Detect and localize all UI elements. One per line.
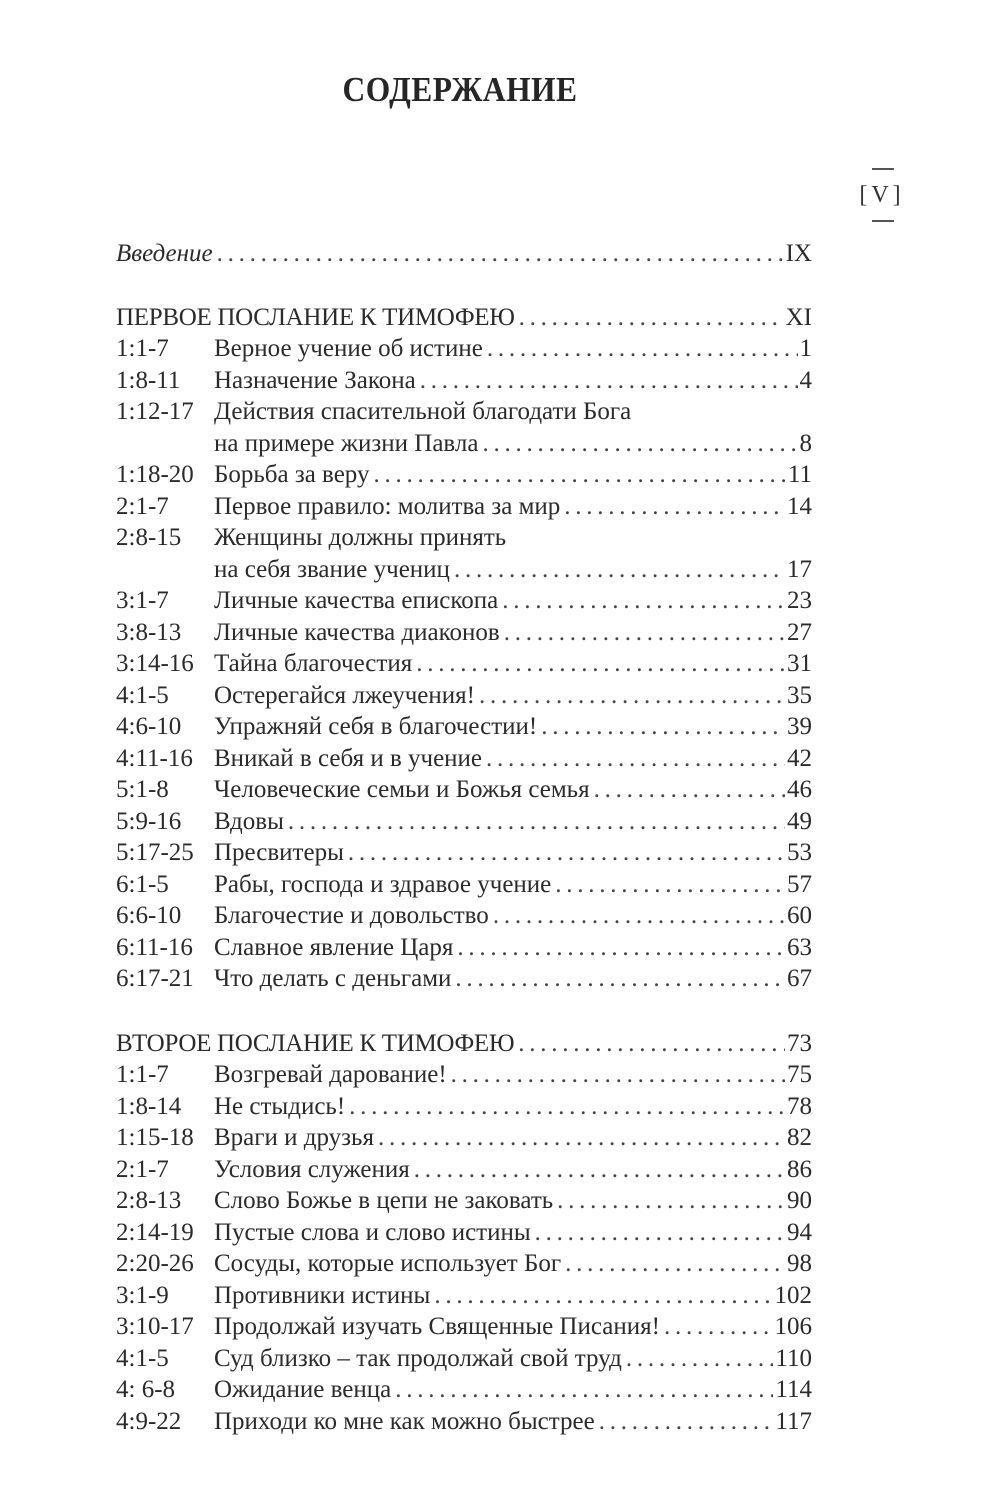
page-number: 39 <box>787 713 812 740</box>
dot-leader <box>502 585 785 617</box>
page-number: 35 <box>787 681 812 709</box>
scripture-ref: 2:14-19 <box>116 1218 194 1246</box>
scripture-ref: 2:1-7 <box>116 1155 169 1183</box>
toc-entry[interactable] <box>116 1311 812 1343</box>
dot-leader <box>373 459 785 491</box>
page-number: 102 <box>774 1281 812 1309</box>
toc-entry[interactable] <box>116 459 812 491</box>
marker-top-bar <box>872 168 894 170</box>
scripture-ref: 1:8-11 <box>116 366 181 394</box>
toc-entry[interactable] <box>116 932 812 964</box>
scripture-ref: 3:1-9 <box>116 1281 169 1309</box>
toc-entry[interactable] <box>116 585 812 617</box>
page-number: 42 <box>787 744 812 772</box>
page-number: 60 <box>787 902 812 929</box>
scripture-ref: 5:1-8 <box>116 776 169 803</box>
entry-title: Действия спасительной благодати Бога <box>214 398 632 425</box>
section-title: ПЕРВОЕ ПОСЛАНИЕ К ТИМОФЕЮ <box>116 303 515 331</box>
dot-leader <box>378 1122 785 1154</box>
toc-entry[interactable] <box>116 648 812 680</box>
entry-title-line2: на примере жизни Павла <box>214 429 479 457</box>
dot-leader <box>564 491 785 523</box>
dot-leader <box>217 238 784 270</box>
toc-entry[interactable] <box>116 1059 812 1091</box>
dot-leader <box>626 1343 774 1375</box>
page-number: 46 <box>787 776 812 803</box>
entry-title: Остерегайся лжеучения! <box>214 681 475 709</box>
dot-leader <box>349 1091 785 1123</box>
entry-title: Введение <box>116 240 213 267</box>
entry-title: Слово Божье в цепи не заковать <box>214 1187 554 1214</box>
scripture-ref: 1:18-20 <box>116 461 194 488</box>
toc-entry-continuation[interactable] <box>116 554 812 586</box>
entry-title: Личные качества диаконов <box>214 618 500 646</box>
entry-title: Назначение Закона <box>214 366 416 394</box>
dot-leader <box>414 1154 785 1186</box>
scripture-ref: 4:9-22 <box>116 1407 182 1435</box>
scripture-ref: 1:1-7 <box>116 1061 169 1088</box>
page-number-marker <box>852 168 912 224</box>
entry-title: Возгревай дарование! <box>214 1061 447 1088</box>
dot-leader <box>434 1280 772 1312</box>
dot-leader <box>420 365 798 397</box>
toc-entry-continuation[interactable] <box>116 428 812 460</box>
dot-leader <box>395 1374 773 1406</box>
page-number: 78 <box>787 1092 812 1120</box>
dot-leader <box>594 774 785 806</box>
toc-entry[interactable] <box>116 774 812 806</box>
page-number: 86 <box>787 1155 812 1183</box>
marker-bottom-bar <box>872 220 894 222</box>
entry-title: Не стыдись! <box>214 1092 346 1120</box>
entry-title: Личные качества епископа <box>214 587 499 614</box>
page-number: 23 <box>787 587 812 614</box>
entry-title: Первое правило: молитва за мир <box>214 492 561 520</box>
section-heading-second-timothy[interactable] <box>116 1028 812 1060</box>
toc-entry[interactable] <box>116 869 812 901</box>
toc-entry[interactable] <box>116 522 812 554</box>
page-number: 117 <box>775 1407 812 1435</box>
page-number: 73 <box>787 1029 812 1057</box>
scripture-ref: 3:14-16 <box>116 650 194 677</box>
entry-title: Противники истины <box>214 1281 431 1309</box>
toc-entry[interactable] <box>116 1122 812 1154</box>
section-spacer <box>116 995 812 1028</box>
scripture-ref: 1:8-14 <box>116 1092 182 1120</box>
entry-title-line2: на себя звание учениц <box>214 555 450 583</box>
entry-title: Верное учение об истине <box>214 335 483 362</box>
toc-entry[interactable] <box>116 1154 812 1186</box>
scripture-ref: 5:17-25 <box>116 839 194 866</box>
scripture-ref: 3:1-7 <box>116 587 169 614</box>
dot-leader <box>482 428 797 460</box>
scripture-ref: 6:6-10 <box>116 902 182 929</box>
toc-entry[interactable] <box>116 1280 812 1312</box>
toc-entry[interactable] <box>116 1343 812 1375</box>
scripture-ref: 2:1-7 <box>116 492 169 520</box>
page-number: [V] <box>859 182 905 208</box>
toc-entry[interactable] <box>116 1185 812 1217</box>
scripture-ref: 3:8-13 <box>116 618 182 646</box>
toc-entry[interactable] <box>116 491 812 523</box>
entry-title: Славное явление Царя <box>214 933 454 961</box>
scripture-ref: 4: 6-8 <box>116 1376 176 1403</box>
dot-leader <box>493 900 785 932</box>
dot-leader <box>288 806 785 838</box>
dot-leader <box>416 648 785 680</box>
scripture-ref: 6:17-21 <box>116 965 194 992</box>
scripture-ref: 6:11-16 <box>116 933 193 961</box>
toc-entry[interactable] <box>116 1374 812 1406</box>
entry-title: Человеческие семьи и Божья семья <box>214 776 590 803</box>
toc-entry[interactable] <box>116 333 812 365</box>
page-number: XI <box>785 303 812 331</box>
dot-leader <box>664 1311 773 1343</box>
table-of-contents <box>116 238 812 1437</box>
dot-leader <box>599 1406 774 1438</box>
scripture-ref: 2:8-15 <box>116 524 182 551</box>
page-number: 49 <box>787 807 812 835</box>
toc-entry[interactable] <box>116 365 812 397</box>
page-number: 67 <box>787 965 812 992</box>
entry-title: Враги и друзья <box>214 1124 374 1151</box>
page-number: 82 <box>787 1124 812 1151</box>
entry-title: Сосуды, которые использует Бог <box>214 1250 562 1277</box>
page-number: 4 <box>799 366 812 394</box>
entry-title: Женщины должны принять <box>214 524 507 551</box>
toc-entry[interactable] <box>116 1406 812 1438</box>
scripture-ref: 1:12-17 <box>116 398 194 425</box>
page-number: 75 <box>787 1061 812 1088</box>
dot-leader <box>504 617 785 649</box>
scripture-ref: 3:10-17 <box>116 1313 194 1340</box>
entry-title: Приходи ко мне как можно быстрее <box>214 1407 595 1435</box>
toc-entry-introduction[interactable] <box>116 238 812 270</box>
toc-entry[interactable] <box>116 837 812 869</box>
page-number: 90 <box>787 1187 812 1214</box>
page-number: 27 <box>787 618 812 646</box>
dot-leader <box>557 1185 785 1217</box>
entry-title: Продолжай изучать Священные Писания! <box>214 1313 660 1340</box>
dot-leader <box>457 932 785 964</box>
entry-title: Тайна благочестия <box>214 650 413 677</box>
scripture-ref: 2:20-26 <box>116 1250 194 1277</box>
scripture-ref: 4:1-5 <box>116 1344 169 1372</box>
page-number: 106 <box>774 1313 812 1340</box>
entry-title: Вникай в себя и в учение <box>214 744 483 772</box>
entry-title: Ожидание венца <box>214 1376 392 1403</box>
page-number: 110 <box>775 1344 812 1372</box>
dot-leader <box>451 1059 785 1091</box>
scripture-ref: 1:15-18 <box>116 1124 194 1151</box>
toc-entry[interactable] <box>116 743 812 775</box>
dot-leader <box>541 711 785 743</box>
toc-entry[interactable] <box>116 1248 812 1280</box>
entry-title: Пресвитеры <box>214 839 344 866</box>
toc-entry[interactable] <box>116 617 812 649</box>
section-title: ВТОРОЕ ПОСЛАНИЕ К ТИМОФЕЮ <box>116 1029 515 1057</box>
page-number: 94 <box>787 1218 812 1246</box>
scripture-ref: 4:1-5 <box>116 681 169 709</box>
toc-entry[interactable] <box>116 680 812 712</box>
dot-leader <box>486 743 785 775</box>
page-number: 114 <box>775 1376 812 1403</box>
page-number: 14 <box>787 492 812 520</box>
toc-entry[interactable] <box>116 806 812 838</box>
page-number: 11 <box>787 461 812 488</box>
toc-entry[interactable] <box>116 396 812 428</box>
dot-leader <box>535 1217 785 1249</box>
page-number: 63 <box>787 933 812 961</box>
page-title: СОДЕРЖАНИЕ <box>342 70 578 109</box>
toc-entry[interactable] <box>116 1091 812 1123</box>
section-heading-first-timothy[interactable] <box>116 302 812 334</box>
entry-title: Вдовы <box>214 807 284 835</box>
entry-title: Упражняй себя в благочестии! <box>214 713 538 740</box>
dot-leader <box>454 554 785 586</box>
dot-leader <box>555 869 785 901</box>
toc-entry[interactable] <box>116 1217 812 1249</box>
page-number: 1 <box>799 335 812 362</box>
page-number: 98 <box>787 1250 812 1277</box>
scripture-ref: 5:9-16 <box>116 807 182 835</box>
dot-leader <box>519 302 784 334</box>
page-number: 31 <box>787 650 812 677</box>
page-number: 53 <box>787 839 812 866</box>
entry-title: Условия служения <box>214 1155 410 1183</box>
scripture-ref: 4:6-10 <box>116 713 182 740</box>
entry-title: Рабы, господа и здравое учение <box>214 870 552 898</box>
dot-leader <box>479 680 785 712</box>
scripture-ref: 4:11-16 <box>116 744 193 772</box>
dot-leader <box>565 1248 785 1280</box>
entry-title: Благочестие и довольство <box>214 902 489 929</box>
toc-entry[interactable] <box>116 963 812 995</box>
toc-entry[interactable] <box>116 711 812 743</box>
scripture-ref: 1:1-7 <box>116 335 169 362</box>
page-number: 8 <box>799 429 812 457</box>
dot-leader <box>518 1028 785 1060</box>
dot-leader <box>455 963 785 995</box>
page-number: IX <box>785 240 812 267</box>
dot-leader <box>487 333 798 365</box>
page-number: 57 <box>787 870 812 898</box>
toc-entry[interactable] <box>116 900 812 932</box>
page-number: 17 <box>787 555 812 583</box>
scripture-ref: 6:1-5 <box>116 870 169 898</box>
dot-leader <box>348 837 785 869</box>
scripture-ref: 2:8-13 <box>116 1187 182 1214</box>
entry-title: Пустые слова и слово истины <box>214 1218 531 1246</box>
entry-title: Суд близко – так продолжай свой труд <box>214 1344 622 1372</box>
entry-title: Борьба за веру <box>214 461 370 488</box>
entry-title: Что делать с деньгами <box>214 965 452 992</box>
